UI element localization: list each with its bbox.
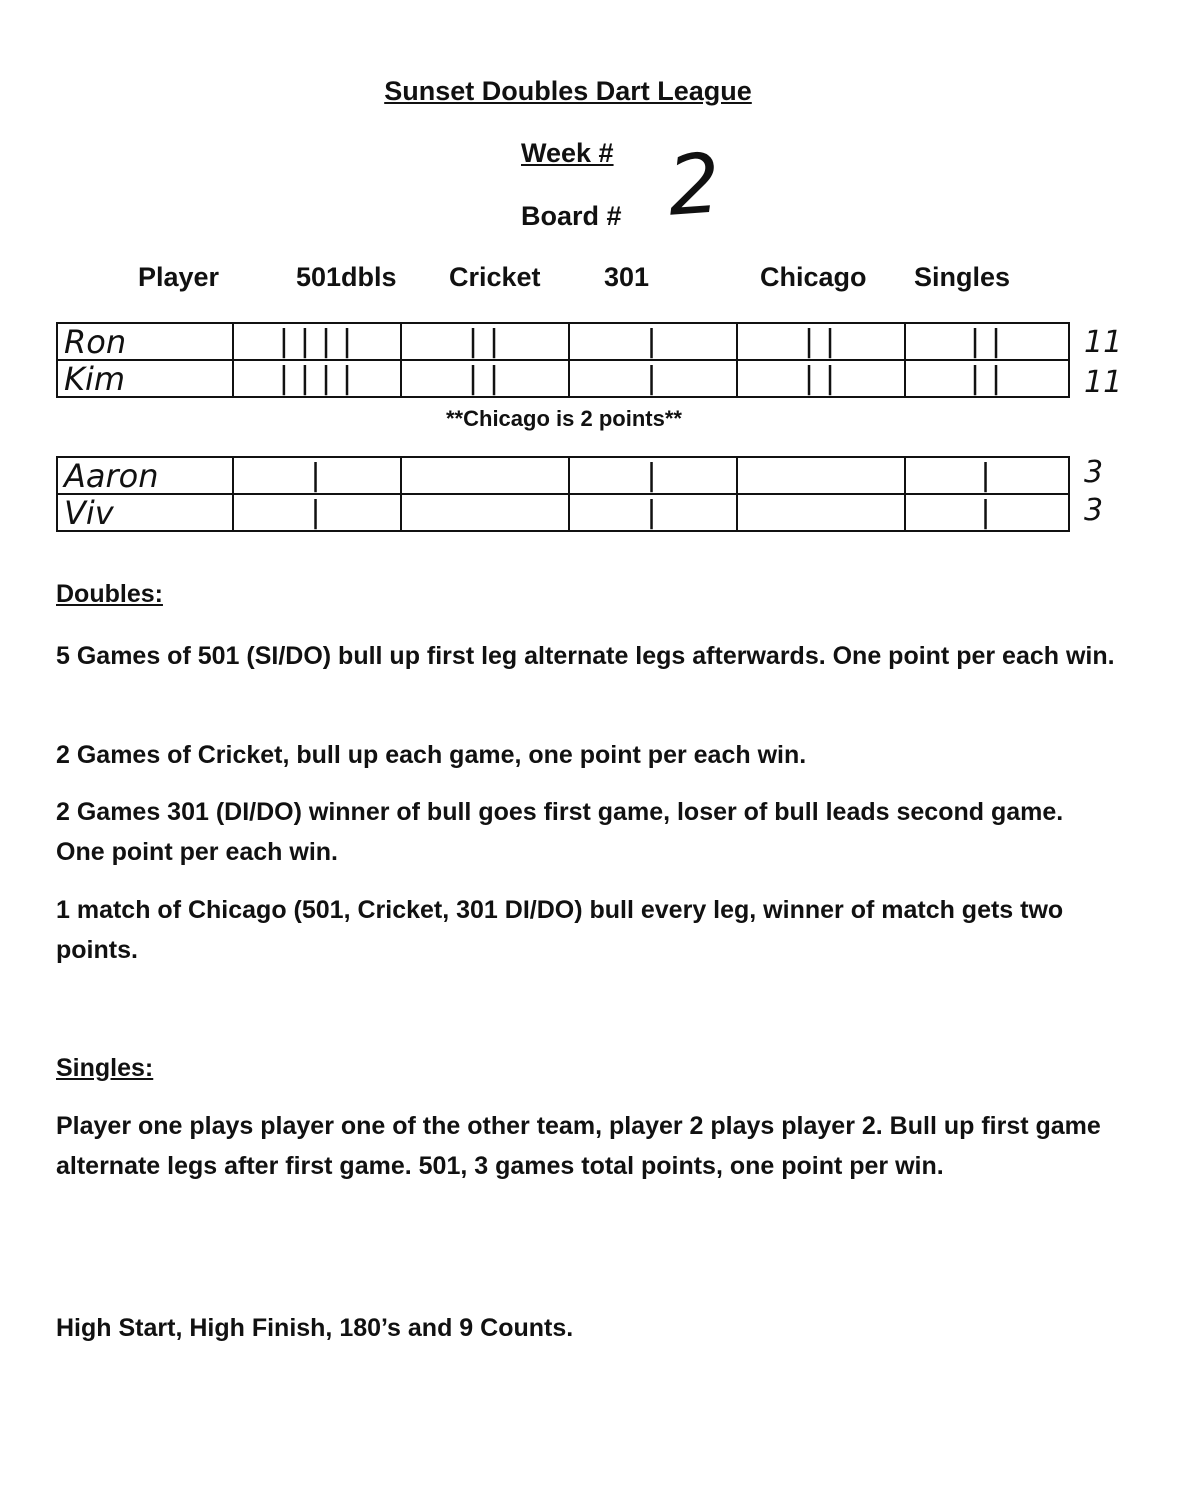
week-value-handwritten: 2 bbox=[664, 136, 724, 235]
tally-501dbls: |||| bbox=[233, 323, 401, 360]
singles-rule: Player one plays player one of the other team, player 2 plays player 2. Bull up first game alternate legs after first game. 501, 3 games total points, one point per win. bbox=[56, 1112, 1101, 1180]
tally-301: | bbox=[569, 494, 737, 531]
column-header-chicago: Chicago bbox=[760, 262, 867, 292]
player-name: Aaron bbox=[57, 457, 233, 494]
tally-cricket bbox=[401, 457, 569, 494]
tally-cricket: || bbox=[401, 323, 569, 360]
tally-501dbls: |||| bbox=[233, 360, 401, 397]
team1-total-row2: 11 bbox=[1084, 365, 1123, 400]
tally-501dbls: | bbox=[233, 494, 401, 531]
column-header-301: 301 bbox=[604, 262, 650, 292]
column-header-singles: Singles bbox=[914, 262, 1011, 292]
doubles-rule-301: 2 Games 301 (DI/DO) winner of bull goes first game, loser of bull leads second game. One point per each win. bbox=[56, 798, 1064, 866]
week-label: Week # bbox=[521, 138, 614, 168]
tally-singles: || bbox=[905, 360, 1069, 397]
tally-singles: | bbox=[905, 494, 1069, 531]
tally-singles: || bbox=[905, 323, 1069, 360]
team2-total-row2: 3 bbox=[1084, 493, 1104, 528]
tally-301: | bbox=[569, 457, 737, 494]
doubles-heading: Doubles: bbox=[56, 580, 163, 608]
doubles-rule-cricket: 2 Games of Cricket, bull up each game, one point per each win. bbox=[56, 741, 807, 769]
tally-501dbls: | bbox=[233, 457, 401, 494]
team2-score-table bbox=[56, 456, 1070, 532]
player-name: Viv bbox=[57, 494, 233, 531]
tally-chicago: || bbox=[737, 360, 905, 397]
tally-chicago bbox=[737, 457, 905, 494]
board-label: Board # bbox=[521, 201, 622, 231]
tally-cricket bbox=[401, 494, 569, 531]
table-row bbox=[57, 323, 1069, 360]
team2-total-row1: 3 bbox=[1084, 455, 1104, 490]
footer-high-start-note: High Start, High Finish, 180’s and 9 Counts. bbox=[56, 1314, 574, 1342]
team1-total-row1: 11 bbox=[1084, 325, 1123, 360]
tally-singles: | bbox=[905, 457, 1069, 494]
league-title: Sunset Doubles Dart League bbox=[384, 76, 752, 106]
tally-301: | bbox=[569, 360, 737, 397]
team1-score-table bbox=[56, 322, 1070, 398]
table-row bbox=[57, 360, 1069, 397]
column-header-player: Player bbox=[138, 262, 220, 292]
player-name: Kim bbox=[57, 360, 233, 397]
player-name: Ron bbox=[57, 323, 233, 360]
chicago-note: **Chicago is 2 points** bbox=[446, 406, 682, 431]
tally-chicago bbox=[737, 494, 905, 531]
tally-301: | bbox=[569, 323, 737, 360]
table-row bbox=[57, 457, 1069, 494]
tally-cricket: || bbox=[401, 360, 569, 397]
singles-heading: Singles: bbox=[56, 1054, 154, 1082]
doubles-rule-501: 5 Games of 501 (SI/DO) bull up first leg alternate legs afterwards. One point per each win. bbox=[56, 642, 1115, 670]
doubles-rule-chicago: 1 match of Chicago (501, Cricket, 301 DI/DO) bull every leg, winner of match gets two points. bbox=[56, 896, 1064, 964]
column-header-cricket: Cricket bbox=[449, 262, 541, 292]
column-header-501dbls: 501dbls bbox=[296, 262, 397, 292]
table-row bbox=[57, 494, 1069, 531]
tally-chicago: || bbox=[737, 323, 905, 360]
